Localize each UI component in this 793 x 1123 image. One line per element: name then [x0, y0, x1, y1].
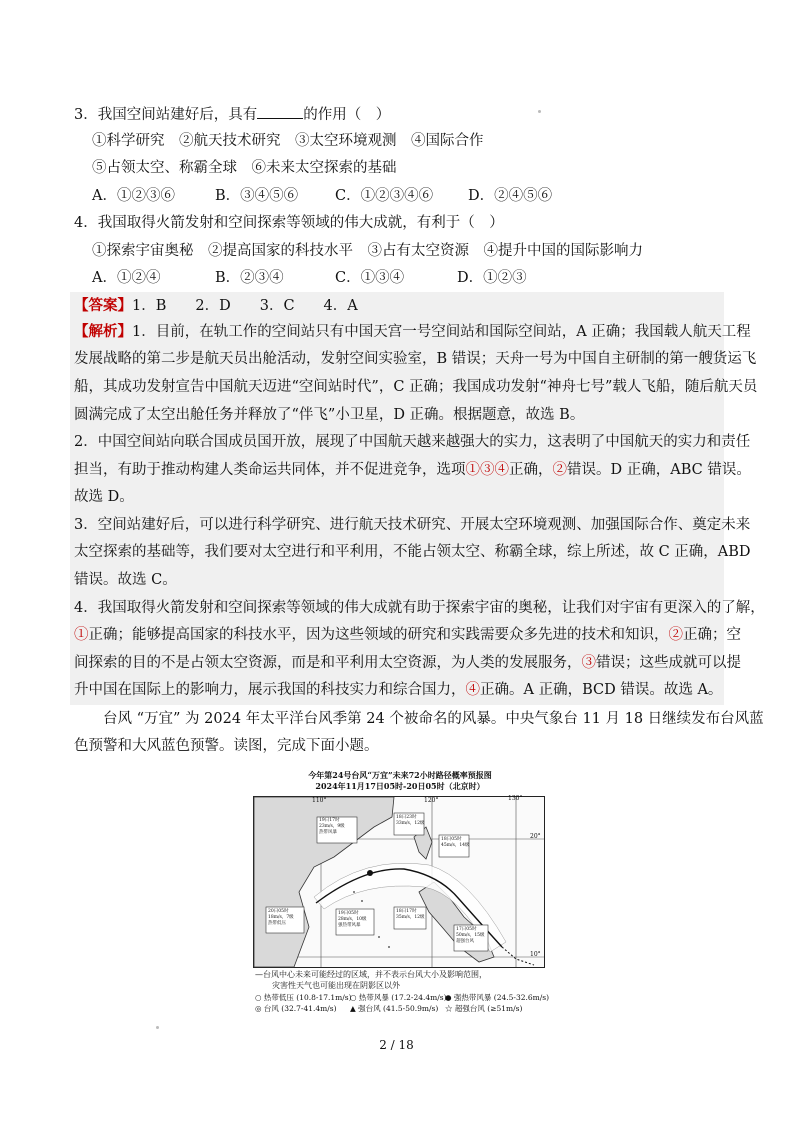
analysis-p2-l2-c: 正确，	[509, 462, 553, 478]
analysis-p4-l3-a: 间探索的目的不是占领太空资源，而是和平利用太空资源，为人类的发展服务，	[74, 655, 582, 671]
box-text: 45m/s，14级	[441, 843, 470, 848]
map-title-line2: 2024年11月17日05时-20日05时（北京时）	[315, 781, 485, 791]
q4-choice-a: A．①②④	[92, 270, 161, 286]
analysis-p1-l3: 船，其成功发射宣告中国航天迈进“空间站时代”，C 正确；我国成功发射“神舟七号”载人飞船，随后航天员	[74, 379, 758, 395]
q3-choice-b: B．③④⑤⑥	[215, 188, 299, 204]
box-text: 热带风暴	[319, 830, 337, 835]
q3-choice-a: A．①②③⑥	[92, 188, 175, 204]
answer-text: 1．B 2．D 3．C 4．A	[132, 298, 358, 314]
map-legend-note-line2: 灾害性天气也可能出现在阴影区以外	[272, 981, 400, 990]
analysis-tag: 【解析】	[74, 323, 132, 340]
answer-line	[74, 296, 724, 316]
box-text: 23m/s，9级	[319, 824, 345, 829]
q3-choice-d: D．②④⑤⑥	[468, 188, 553, 204]
scan-speck	[156, 1026, 159, 1029]
map-legend-note-line1: —台风中心未来可能经过的区域，并不表示台风大小及影响范围，	[255, 970, 487, 979]
analysis-p1-l1-text: 1．目前，在轨工作的空间站只有中国天宫一号空间站和国际空间站，A 正确；我国载人航天工程	[132, 324, 751, 340]
legend-severe-typhoon: ▲ 强台风 (41.5-50.9m/s)	[350, 1004, 439, 1013]
analysis-p3-l3: 错误。故选 C。	[74, 572, 177, 588]
box-text-19d05h	[338, 911, 367, 929]
analysis-p3-l1: 3．空间站建好后，可以进行科学研究、进行航天技术研究、开展太空环境观测、加强国际合作、奠定未来	[74, 517, 751, 533]
q3-stem	[74, 104, 390, 125]
islet	[388, 946, 390, 948]
legend-severe-tropical-storm: ● 强热带风暴 (24.5-32.6m/s)	[445, 993, 550, 1002]
map-title-line1: 今年第24号台风“万宜”未来72小时路径概率预报图	[308, 770, 492, 780]
box-text: 18日05时	[441, 837, 462, 842]
lon-label-110: 110°	[312, 797, 327, 804]
box-text: 18日23时	[396, 815, 417, 820]
lon-label-120: 120°	[424, 797, 439, 804]
analysis-p4-l1: 4．我国取得火箭发射和空间探索等领域的伟大成就有助于探索宇宙的奥秘，让我们对宇宙有更深入的了解，	[74, 600, 765, 616]
analysis-p4-l2-b: 正确；能够提高国家的科技水平，因为这些领域的研究和实践需要众多先进的技术和知识，	[88, 627, 669, 643]
islet	[378, 936, 380, 938]
analysis-p4-l2-d: 正确；空	[683, 627, 741, 643]
intro-line1: 台风 “万宜” 为 2024 年太平洋台风季第 24 个被命名的风暴。中央气象台 11 月 18 日继续发布台风蓝	[74, 711, 764, 727]
box-text: 18m/s，7级	[268, 915, 294, 920]
q3-choices	[92, 186, 553, 206]
q3-options-line1: ①科学研究 ②航天技术研究 ③太空环境观测 ④国际合作	[92, 133, 484, 149]
analysis-p4-l3-c: 错误；这些成就可以提	[596, 655, 741, 671]
box-text: 17日05时	[456, 927, 477, 932]
box-text: 超强台风	[456, 939, 474, 944]
q4-stem: 4．我国取得火箭发射和空间探索等领域的伟大成就，有利于（ ）	[74, 215, 504, 231]
q3-options-line2: ⑤占领太空、称霸全球 ⑥未来太空探索的基础	[92, 160, 397, 176]
analysis-p2-l2-d: ②	[552, 462, 567, 478]
analysis-p2-l2-b: ①③④	[465, 462, 509, 478]
q4-options-line: ①探索宇宙奥秘 ②提高国家的科技水平 ③占有太空资源 ④提升中国的国际影响力	[92, 243, 643, 259]
lat-label-10: 10°	[530, 951, 541, 958]
box-text-18d17h	[396, 909, 425, 921]
legend-tropical-depression: ○ 热带低压 (10.8-17.1m/s)	[255, 993, 352, 1002]
analysis-p4-l4-b: ④	[465, 682, 480, 698]
box-text: 33m/s，12级	[396, 821, 425, 826]
box-text: 18日17时	[396, 909, 417, 914]
analysis-p4-l4-a: 升中国在国际上的影响力，展示我国的科技实力和综合国力，	[74, 682, 466, 698]
analysis-p4-l2	[74, 625, 741, 645]
q4-choice-c: C．①③④	[335, 270, 405, 286]
legend-tropical-storm: ○ 热带风暴 (17.2-24.4m/s)	[350, 993, 447, 1002]
analysis-p4-l2-a: ①	[74, 627, 89, 643]
analysis-p1-l2: 发展战略的第二步是航天员出舱活动，发射空间实验室，B 错误；天舟一号为中国自主研制的第一艘货运飞	[74, 351, 757, 367]
box-text: 20日05时	[268, 909, 289, 914]
analysis-p1-l4: 圆满完成了太空出舱任务并释放了“伴飞”小卫星，D 正确。根据题意，故选 B。	[74, 407, 585, 423]
map-legend-row1	[255, 993, 550, 1003]
scan-speck	[538, 110, 541, 113]
analysis-p4-l3	[74, 653, 741, 673]
box-text-19d17h	[319, 818, 345, 836]
box-text: 28m/s，10级	[338, 917, 367, 922]
box-text-17d05h	[456, 927, 485, 945]
analysis-p4-l2-c: ②	[668, 627, 683, 643]
lon-label-130: 130°	[508, 795, 523, 802]
map-legend-row2	[255, 1004, 523, 1014]
box-text: 35m/s，12级	[396, 915, 425, 920]
lat-label-20: 20°	[530, 833, 541, 840]
analysis-p4-l4	[74, 680, 724, 700]
analysis-p2-l2-a: 担当，有助于推动构建人类命运共同体，并不促进竞争，选项	[74, 462, 466, 478]
q4-choices	[92, 268, 527, 288]
islet	[353, 891, 355, 893]
box-text: 19日05时	[338, 911, 359, 916]
q3-choice-c: C．①②③④⑥	[335, 188, 434, 204]
typhoon-track-map	[253, 796, 545, 968]
page-number: 2 / 18	[379, 1038, 414, 1052]
islet	[361, 900, 363, 902]
q3-blank	[257, 104, 303, 119]
analysis-p2-l1: 2．中国空间站向联合国成员国开放，展现了中国航天越来越强大的实力，这表明了中国航天的实力和责任	[74, 434, 751, 450]
analysis-p2-l2	[74, 460, 751, 480]
legend-super-typhoon: ☆ 超强台风 (≥51m/s)	[445, 1004, 523, 1013]
answer-tag: 【答案】	[74, 297, 132, 314]
box-text: 19日17时	[319, 818, 340, 823]
q4-choice-d: D．①②③	[457, 270, 527, 286]
box-text-20d05h	[268, 909, 294, 927]
analysis-p4-l3-b: ③	[581, 655, 596, 671]
intro-line2: 色预警和大风蓝色预警。读图，完成下面小题。	[74, 738, 379, 754]
analysis-p3-l2: 太空探索的基础等，我们要对太空进行和平利用，不能占领太空、称霸全球，综上所述，故 C 正确，ABD	[74, 544, 751, 560]
analysis-p4-l4-c: 正确。A 正确，BCD 错误。故选 A。	[480, 682, 723, 698]
typhoon-center-marker	[367, 870, 373, 876]
box-text-18d05h	[441, 837, 470, 849]
analysis-p2-l3: 故选 D。	[74, 489, 134, 505]
q3-stem-text-a: 3．我国空间站建好后，具有	[74, 107, 258, 123]
box-text: 热带低压	[268, 921, 286, 926]
analysis-p2-l2-e: 错误。D 正确，ABC 错误。	[567, 462, 751, 478]
box-text: 50m/s，15级	[456, 933, 485, 938]
legend-typhoon: ◎ 台风 (32.7-41.4m/s)	[255, 1004, 337, 1013]
box-text: 强热带风暴	[338, 923, 361, 928]
box-text-18d23h	[396, 815, 425, 827]
q4-choice-b: B．②③④	[215, 270, 284, 286]
analysis-p1-l1	[74, 322, 751, 342]
q3-stem-text-b: 的作用（ ）	[303, 107, 391, 123]
